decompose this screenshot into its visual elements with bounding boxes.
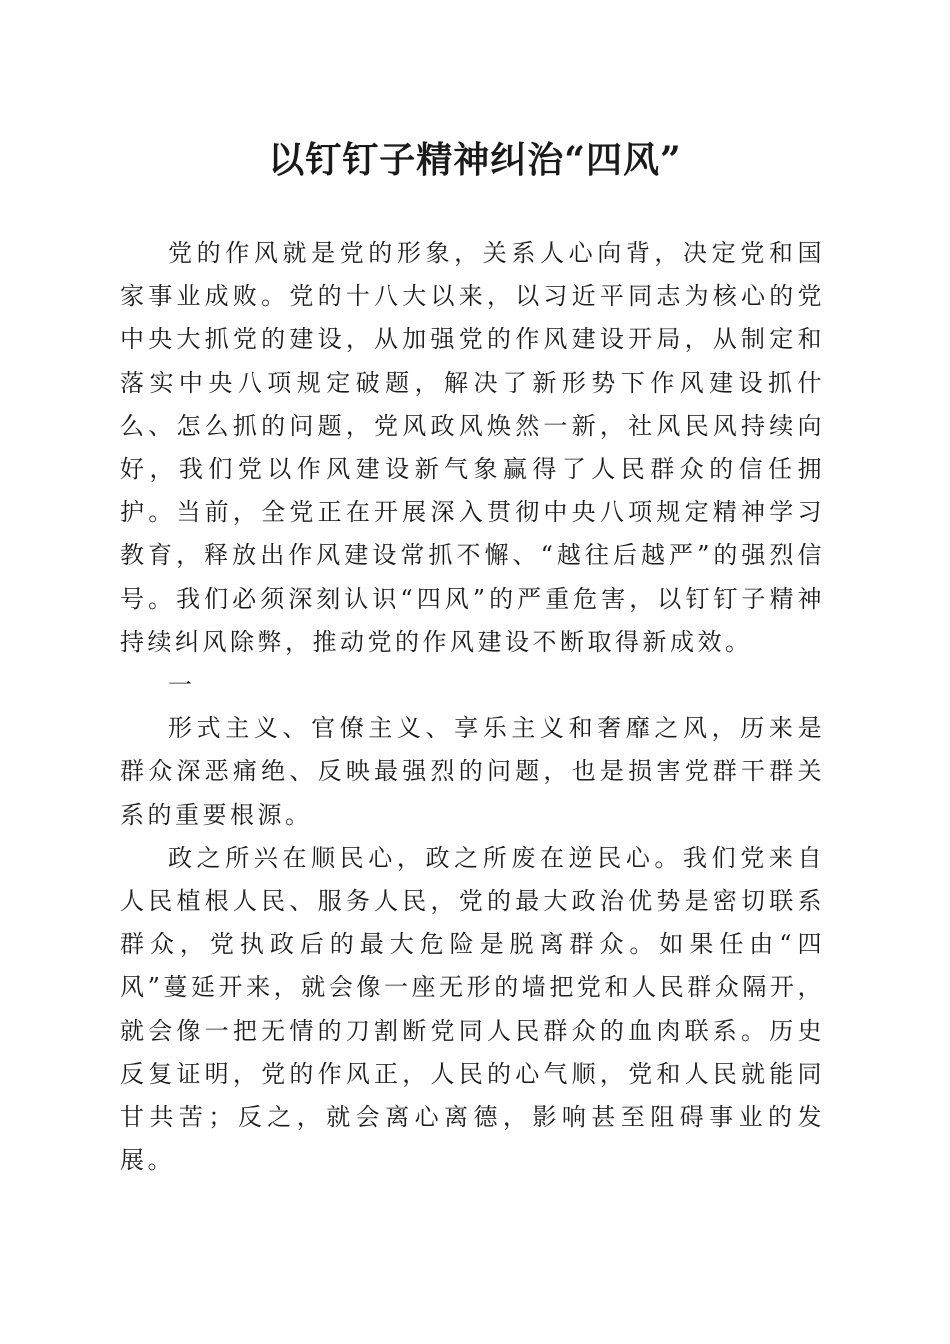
paragraph-people: 政之所兴在顺民心，政之所废在逆民心。我们党来自人民植根人民、服务人民，党的最大政治优势是密切联系群众，党执政后的最大危险是脱离群众。如果任由“四风”蔓延开来，就会像一座无形的墙把党和人民群众隔开，就会像一把无情的刀割断党同人民群众的血肉联系。历史反复证明，党的作风正，人民的心气顺，党和人民就能同甘共苦；反之，就会离心离德，影响甚至阻碍事业的发展。 [120,843,825,1175]
paragraph-four-winds: 形式主义、官僚主义、享乐主义和奢靡之风，历来是群众深恶痛绝、反映最强烈的问题，也是损害党群干群关系的重要根源。 [120,714,825,829]
section-number: 一 [168,671,196,700]
document-title: 以钉钉子精神纠治“四风” [268,139,682,181]
paragraph-intro: 党的作风就是党的形象，关系人心向背，决定党和国家事业成败。党的十八大以来，以习近平同志为核心的党中央大抓党的建设，从加强党的作风建设开局，从制定和落实中央八项规定破题，解决了新形势下作风建设抓什么、怎么抓的问题，党风政风焕然一新，社风民风持续向好，我们党以作风建设新气象赢得了人民群众的信任拥护。当前，全党正在开展深入贯彻中央八项规定精神学习教育，释放出作风建设常抓不懈、“越往后越严”的强烈信号。我们必须深刻认识“四风”的严重危害，以钉钉子精神持续纠风除弊，推动党的作风建设不断取得新成效。 [120,239,825,656]
document-body [120,232,825,1182]
